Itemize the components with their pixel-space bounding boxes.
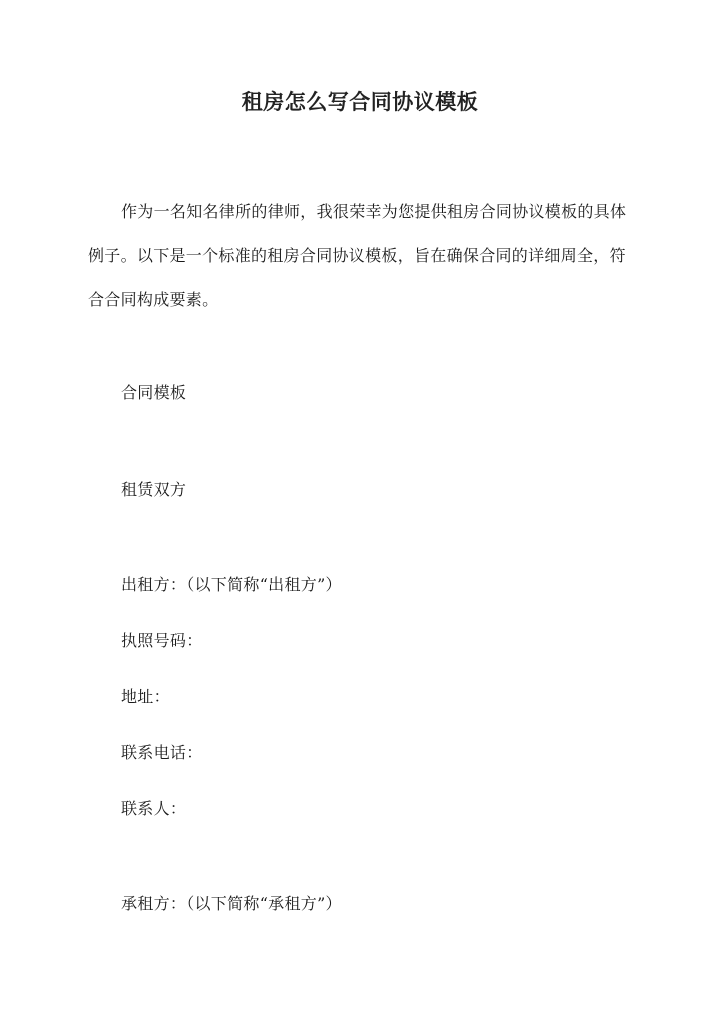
section-heading-contract-template: 合同模板 [121,383,187,402]
address-label: 地址： [121,687,170,706]
intro-paragraph: 作为一名知名律所的律师，我很荣幸为您提供租房合同协议模板的具体例子。以下是一个标准的租房合同协议模板，旨在确保合同的详细周全，符合合同构成要素。 [88,202,627,309]
document-title: 租房怎么写合同协议模板 [241,89,479,114]
section-heading-lease-parties: 租赁双方 [121,480,187,499]
lessor-heading: 出租方：（以下简称“出租方”） [121,575,342,594]
license-number-label: 执照号码： [121,631,203,650]
phone-label: 联系电话： [121,743,203,762]
lessee-heading: 承租方：（以下简称“承租方”） [121,894,342,913]
contact-person-label: 联系人： [121,799,187,818]
